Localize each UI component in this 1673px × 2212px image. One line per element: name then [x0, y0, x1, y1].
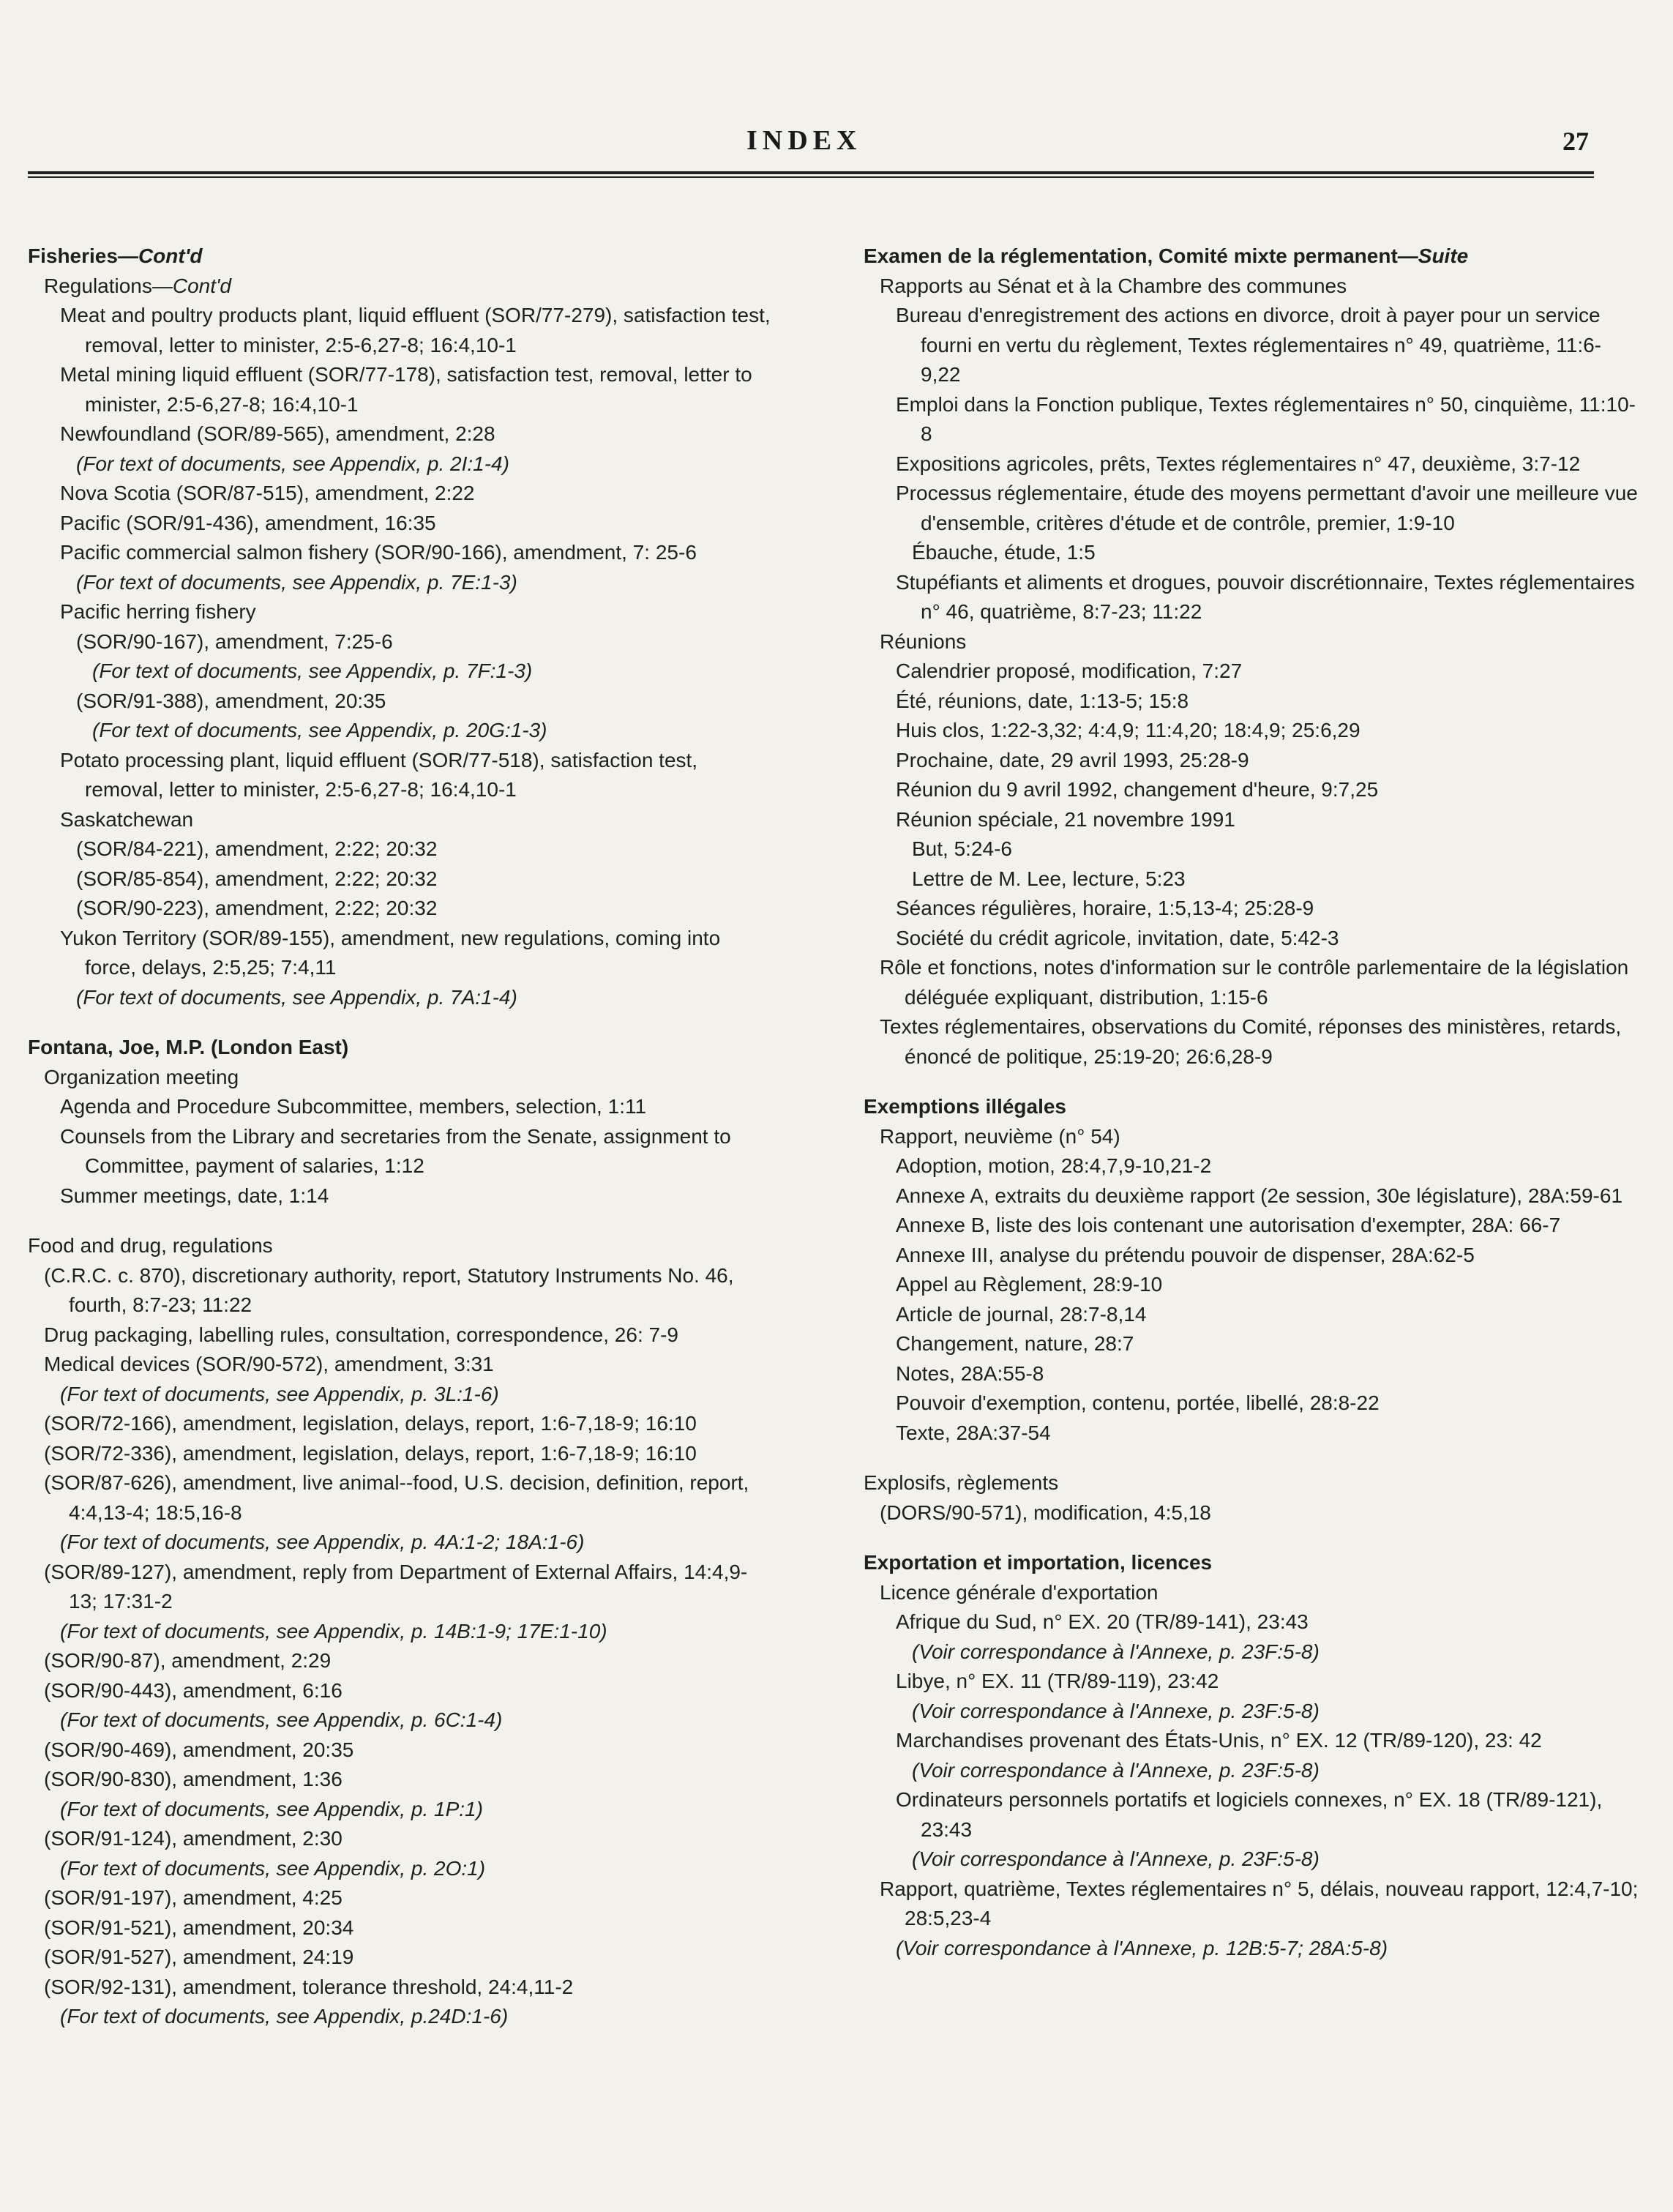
index-entry: [864, 953, 1639, 1012]
index-entry: [864, 301, 1639, 390]
index-entry: [28, 687, 774, 717]
entry-text: (For text of documents, see Appendix, p. 14B:1-9; 17E:1-10): [60, 1619, 607, 1643]
index-entry: [864, 1607, 1639, 1637]
entry-text: Potato processing plant, liquid effluent (SOR/77-518), satisfaction test, removal, letter to minister, 2:5-6,27-8; 16:4,10-1: [60, 748, 698, 801]
index-entry: [864, 1875, 1639, 1934]
entry-text: (SOR/90-469), amendment, 20:35: [44, 1738, 354, 1761]
entry-text: Newfoundland (SOR/89-565), amendment, 2:28: [60, 422, 495, 445]
index-crossref: [28, 1528, 774, 1558]
entry-text: Réunion spéciale, 21 novembre 1991: [896, 807, 1235, 831]
entry-text: (For text of documents, see Appendix, p. 4A:1-2; 18A:1-6): [60, 1531, 585, 1553]
entry-text: (For text of documents, see Appendix, p. 2O:1): [60, 1856, 486, 1880]
index-crossref: [864, 1756, 1639, 1786]
entry-text: (SOR/90-223), amendment, 2:22; 20:32: [76, 897, 438, 919]
entry-text: (SOR/89-127), amendment, reply from Department of External Affairs, 14:4,9-13; 17:31-2: [44, 1560, 748, 1613]
entry-text: Agenda and Procedure Subcommittee, members, selection, 1:11: [60, 1095, 647, 1118]
entry-text: Food and drug, regulations: [28, 1234, 273, 1257]
entry-text: (SOR/90-87), amendment, 2:29: [44, 1649, 332, 1672]
index-entry: [28, 1676, 774, 1706]
index-entry: [28, 864, 774, 894]
entry-text: (SOR/87-626), amendment, live animal--food, U.S. decision, definition, report, 4:4,13-4; 18:5,16-8: [44, 1471, 749, 1524]
index-entry: [864, 775, 1639, 805]
index-entry: [864, 1726, 1639, 1756]
index-entry: [28, 597, 774, 627]
index-heading: [864, 1548, 1639, 1578]
entry-text: Rôle et fonctions, notes d'information sur le contrôle parlementaire de la législation déléguée expliquant, distribution, 1:15-6: [880, 956, 1629, 1009]
index-heading: [864, 1092, 1639, 1122]
entry-text: Counsels from the Library and secretaries from the Senate, assignment to Committee, payment of salaries, 1:12: [60, 1124, 731, 1177]
entry-text: Saskatchewan: [60, 807, 194, 831]
entry-text: Pacific commercial salmon fishery (SOR/90-166), amendment, 7: 25-6: [60, 541, 697, 564]
index-entry: [864, 449, 1639, 479]
index-entry: [864, 538, 1639, 568]
entry-text: Réunion du 9 avril 1992, changement d'heure, 9:7,25: [896, 778, 1379, 801]
entry-text: Summer meetings, date, 1:14: [60, 1184, 329, 1207]
index-entry: [28, 1824, 774, 1854]
header-rule: [28, 171, 1594, 174]
entry-text: Prochaine, date, 29 avril 1993, 25:28-9: [896, 748, 1249, 771]
entry-text: Emploi dans la Fonction publique, Textes réglementaires n° 50, cinquième, 11:10-8: [896, 392, 1636, 445]
entry-text: (For text of documents, see Appendix, p. 6C:1-4): [60, 1708, 503, 1731]
entry-text: (Voir correspondance à l'Annexe, p. 23F:5-8): [912, 1640, 1320, 1663]
index-entry: [864, 1498, 1639, 1528]
index-crossref: [28, 983, 774, 1013]
entry-text: (For text of documents, see Appendix, p. 7F:1-3): [92, 660, 533, 682]
index-entry: [864, 864, 1639, 894]
right-index-column: [864, 242, 1639, 1963]
entry-text: Bureau d'enregistrement des actions en divorce, droit à payer pour un service fourni en vertu du règlement, Textes réglementaires n° 49, quatrième, 11:6-9,22: [896, 304, 1602, 386]
index-entry: [864, 1785, 1639, 1845]
page-number: 27: [1562, 127, 1589, 156]
entry-text: (SOR/90-830), amendment, 1:36: [44, 1768, 343, 1790]
entry-text: (Voir correspondance à l'Annexe, p. 12B:5-7; 28A:5-8): [896, 1936, 1388, 1959]
index-heading: [864, 242, 1639, 272]
entry-text: (DORS/90-571), modification, 4:5,18: [880, 1501, 1211, 1524]
entry-text: Pacific herring fishery: [60, 600, 256, 623]
index-entry: [864, 805, 1639, 835]
entry-text: Exportation et importation, licences: [864, 1551, 1213, 1574]
entry-text: (For text of documents, see Appendix, p. 2I:1-4): [76, 452, 509, 475]
index-entry: [28, 1468, 774, 1528]
index-crossref: [864, 1637, 1639, 1667]
index-heading: [28, 1033, 774, 1063]
entry-text: Annexe III, analyse du prétendu pouvoir de dispenser, 28A:62-5: [896, 1243, 1475, 1266]
entry-text: Annexe A, extraits du deuxième rapport (2e session, 30e législature), 28A:59-61: [896, 1184, 1623, 1207]
index-heading: [28, 1231, 774, 1261]
entry-text: (Voir correspondance à l'Annexe, p. 23F:5-8): [912, 1758, 1320, 1782]
index-crossref: [864, 1934, 1639, 1964]
index-entry: [864, 390, 1639, 449]
index-crossref: [28, 1854, 774, 1884]
entry-text: Medical devices (SOR/90-572), amendment, 3:31: [44, 1353, 494, 1375]
index-entry: [28, 1439, 774, 1469]
index-entry: [28, 1350, 774, 1380]
index-entry: [28, 1261, 774, 1320]
running-head: INDEX: [746, 125, 862, 156]
entry-text: (SOR/72-166), amendment, legislation, delays, report, 1:6-7,18-9; 16:10: [44, 1412, 697, 1435]
entry-text: (Voir correspondance à l'Annexe, p. 23F:5-8): [912, 1847, 1320, 1870]
entry-text: Annexe B, liste des lois contenant une autorisation d'exempter, 28A: 66-7: [896, 1214, 1561, 1236]
index-entry: [28, 1558, 774, 1617]
index-entry: [864, 272, 1639, 302]
index-crossref: [864, 1845, 1639, 1875]
entry-text: Séances régulières, horaire, 1:5,13-4; 25:28-9: [896, 897, 1314, 919]
entry-text: (For text of documents, see Appendix, p. 20G:1-3): [92, 719, 547, 741]
index-entry: [864, 894, 1639, 924]
index-entry: [28, 924, 774, 983]
index-entry: [28, 479, 774, 509]
entry-text: Société du crédit agricole, invitation, date, 5:42-3: [896, 926, 1339, 949]
entry-text: (SOR/85-854), amendment, 2:22; 20:32: [76, 867, 438, 890]
entry-text: (SOR/92-131), amendment, tolerance threshold, 24:4,11-2: [44, 1975, 574, 1998]
entry-text: Fontana, Joe, M.P. (London East): [28, 1036, 349, 1058]
index-crossref: [28, 1795, 774, 1825]
entry-text: (For text of documents, see Appendix, p. 7E:1-3): [76, 570, 517, 594]
entry-text: Pouvoir d'exemption, contenu, portée, libellé, 28:8-22: [896, 1391, 1380, 1414]
index-entry: [864, 479, 1639, 538]
entry-text: Appel au Règlement, 28:9-10: [896, 1273, 1163, 1296]
entry-text: Rapport, quatrième, Textes réglementaires n° 5, délais, nouveau rapport, 12:4,7-10; 28:5,23-4: [880, 1877, 1639, 1929]
index-entry: [864, 1270, 1639, 1300]
index-entry: [28, 1883, 774, 1913]
index-entry: [28, 1913, 774, 1943]
entry-text: (For text of documents, see Appendix, p. 3L:1-6): [60, 1382, 499, 1405]
index-entry: [864, 627, 1639, 657]
index-crossref: [28, 1617, 774, 1647]
continued-marker: —Cont'd: [117, 244, 203, 267]
entry-text: Stupéfiants et aliments et drogues, pouvoir discrétionnaire, Textes réglementaires n° 46, quatrième, 8:7-23; 11:22: [896, 570, 1635, 623]
index-entry: [28, 1181, 774, 1211]
index-entry: [28, 509, 774, 539]
entry-text: Pacific (SOR/91-436), amendment, 16:35: [60, 511, 436, 534]
entry-text: (For text of documents, see Appendix, p. 7A:1-4): [76, 985, 517, 1009]
index-entry: [864, 834, 1639, 864]
entry-text: (For text of documents, see Appendix, p.24D:1-6): [60, 2005, 509, 2028]
index-crossref: [864, 1697, 1639, 1727]
index-entry: [28, 538, 774, 568]
index-entry: [864, 1419, 1639, 1449]
entry-text: Licence générale d'exportation: [880, 1580, 1159, 1604]
index-entry: [28, 746, 774, 805]
index-entry: [864, 1181, 1639, 1211]
index-entry: [28, 1409, 774, 1439]
index-crossref: [28, 1705, 774, 1735]
index-crossref: [28, 2002, 774, 2032]
index-entry: [28, 834, 774, 864]
index-heading: [864, 1468, 1639, 1498]
index-crossref: [28, 1380, 774, 1410]
index-heading: [28, 242, 774, 272]
continued-marker: —Cont'd: [151, 274, 231, 297]
entry-text: Adoption, motion, 28:4,7,9-10,21-2: [896, 1154, 1212, 1177]
entry-text: Explosifs, règlements: [864, 1471, 1059, 1494]
index-entry: [864, 1211, 1639, 1241]
entry-text: (SOR/91-124), amendment, 2:30: [44, 1827, 343, 1850]
entry-text: Textes réglementaires, observations du Comité, réponses des ministères, retards, énoncé de politique, 25:19-20; 26:6,28-9: [880, 1015, 1622, 1068]
entry-text: Été, réunions, date, 1:13-5; 15:8: [896, 689, 1189, 712]
entry-text: (C.R.C. c. 870), discretionary authority, report, Statutory Instruments No. 46, fourth, 8:7-23; 11:22: [44, 1263, 734, 1316]
entry-text: Marchandises provenant des États-Unis, n° EX. 12 (TR/89-120), 23: 42: [896, 1729, 1542, 1752]
entry-text: Rapports au Sénat et à la Chambre des communes: [880, 274, 1347, 297]
index-entry: [28, 360, 774, 419]
index-entry: [28, 1092, 774, 1122]
entry-text: Fisheries: [28, 244, 118, 267]
entry-text: (SOR/90-443), amendment, 6:16: [44, 1678, 343, 1702]
entry-text: Notes, 28A:55-8: [896, 1361, 1044, 1385]
index-entry: [28, 272, 774, 302]
index-entry: [864, 716, 1639, 746]
index-entry: [864, 1329, 1639, 1359]
index-entry: [864, 1151, 1639, 1181]
entry-text: Meat and poultry products plant, liquid effluent (SOR/77-279), satisfaction test, removal, letter to minister, 2:5-6,27-8; 16:4,10-1: [60, 304, 771, 356]
index-entry: [28, 627, 774, 657]
index-crossref: [28, 657, 774, 687]
entry-text: Changement, nature, 28:7: [896, 1332, 1134, 1355]
entry-text: (SOR/91-527), amendment, 24:19: [44, 1946, 354, 1968]
index-crossref: [28, 568, 774, 598]
entry-text: Metal mining liquid effluent (SOR/77-178), satisfaction test, removal, letter to minister, 2:5-6,27-8; 16:4,10-1: [60, 363, 752, 416]
entry-text: Afrique du Sud, n° EX. 20 (TR/89-141), 23:43: [896, 1610, 1309, 1633]
index-entry: [864, 1359, 1639, 1389]
entry-text: Calendrier proposé, modification, 7:27: [896, 660, 1243, 682]
entry-text: Exemptions illégales: [864, 1095, 1066, 1118]
entry-text: Libye, n° EX. 11 (TR/89-119), 23:42: [896, 1670, 1219, 1692]
index-entry: [28, 1943, 774, 1973]
index-entry: [864, 1122, 1639, 1152]
entry-text: (SOR/84-221), amendment, 2:22; 20:32: [76, 837, 438, 860]
index-entry: [28, 419, 774, 449]
entry-text: (SOR/91-521), amendment, 20:34: [44, 1916, 354, 1939]
continued-marker: —Suite: [1397, 244, 1469, 267]
entry-text: Ébauche, étude, 1:5: [912, 541, 1096, 564]
entry-text: Huis clos, 1:22-3,32; 4:4,9; 11:4,20; 18:4,9; 25:6,29: [896, 719, 1361, 741]
entry-text: Rapport, neuvième (n° 54): [880, 1124, 1120, 1148]
entry-text: (For text of documents, see Appendix, p. 1P:1): [60, 1797, 483, 1820]
index-entry: [864, 1389, 1639, 1419]
entry-text: Organization meeting: [44, 1065, 239, 1088]
index-entry: [28, 1973, 774, 2003]
index-crossref: [28, 449, 774, 479]
index-entry: [28, 1646, 774, 1676]
entry-text: Drug packaging, labelling rules, consultation, correspondence, 26: 7-9: [44, 1323, 678, 1346]
index-entry: [28, 301, 774, 360]
entry-text: Lettre de M. Lee, lecture, 5:23: [912, 867, 1186, 890]
index-entry: [28, 805, 774, 835]
entry-text: Article de journal, 28:7-8,14: [896, 1302, 1147, 1326]
entry-text: Regulations: [44, 274, 152, 297]
entry-text: Ordinateurs personnels portatifs et logiciels connexes, n° EX. 18 (TR/89-121), 23:43: [896, 1788, 1603, 1841]
index-entry: [864, 568, 1639, 627]
index-entry: [864, 687, 1639, 717]
index-entry: [864, 924, 1639, 954]
entry-text: Yukon Territory (SOR/89-155), amendment, new regulations, coming into force, delays, 2:5,25; 7:4,11: [60, 926, 721, 979]
entry-text: But, 5:24-6: [912, 837, 1012, 860]
entry-text: Nova Scotia (SOR/87-515), amendment, 2:22: [60, 482, 475, 504]
entry-text: (SOR/91-388), amendment, 20:35: [76, 689, 386, 712]
header-rule-thin: [28, 176, 1594, 178]
index-entry: [864, 1241, 1639, 1271]
index-entry: [28, 1063, 774, 1093]
index-entry: [864, 1012, 1639, 1072]
index-entry: [28, 1122, 774, 1181]
index-entry: [864, 657, 1639, 687]
index-entry: [864, 1578, 1639, 1608]
index-entry: [864, 1300, 1639, 1330]
entry-text: (SOR/91-197), amendment, 4:25: [44, 1886, 343, 1909]
entry-text: (SOR/90-167), amendment, 7:25-6: [76, 629, 393, 653]
index-entry: [864, 1667, 1639, 1697]
index-crossref: [28, 716, 774, 746]
index-entry: [28, 894, 774, 924]
entry-text: (SOR/72-336), amendment, legislation, delays, report, 1:6-7,18-9; 16:10: [44, 1441, 697, 1465]
entry-text: Texte, 28A:37-54: [896, 1421, 1051, 1444]
entry-text: Examen de la réglementation, Comité mixte permanent: [864, 244, 1398, 267]
entry-text: Réunions: [880, 629, 967, 653]
entry-text: Processus réglementaire, étude des moyens permettant d'avoir une meilleure vue d'ensemble, critères d'étude et de contrôle, premier, 1:9-10: [896, 482, 1638, 534]
index-entry: [28, 1765, 774, 1795]
entry-text: (Voir correspondance à l'Annexe, p. 23F:5-8): [912, 1699, 1320, 1722]
left-index-column: [28, 242, 774, 2032]
index-entry: [28, 1735, 774, 1766]
entry-text: Expositions agricoles, prêts, Textes réglementaires n° 47, deuxième, 3:7-12: [896, 452, 1581, 475]
index-entry: [864, 746, 1639, 776]
index-entry: [28, 1320, 774, 1350]
